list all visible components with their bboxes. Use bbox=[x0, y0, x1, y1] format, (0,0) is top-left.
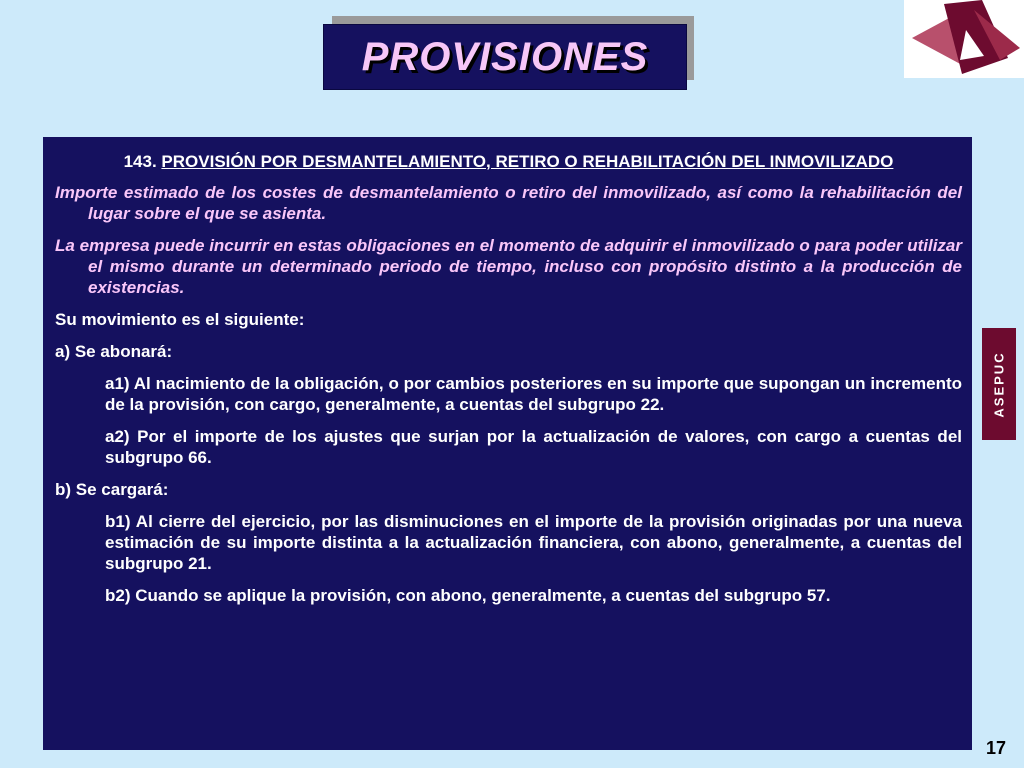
section-number: 143. bbox=[123, 152, 157, 171]
debit-label: b) Se cargará: bbox=[55, 480, 169, 499]
definition-paragraph: Importe estimado de los costes de desmantelamiento o retiro del inmovilizado, así como la rehabilitación del lugar sobre el que se asienta. bbox=[55, 183, 962, 223]
side-label: ASEPUC bbox=[991, 350, 1007, 418]
page-number: 17 bbox=[986, 738, 1007, 758]
asepuc-logo-graphic bbox=[904, 0, 1024, 78]
obligation-paragraph: La empresa puede incurrir en estas obligaciones en el momento de adquirir el inmovilizado o para poder utilizar el mismo durante un determinado periodo de tiempo, incluso con propósito distinto a la producción de existencias. bbox=[55, 236, 962, 297]
side-label-box bbox=[982, 328, 1016, 440]
credit-item-a2: a2) Por el importe de los ajustes que surjan por la actualización de valores, con cargo a cuentas del subgrupo 66. bbox=[105, 427, 962, 467]
content-panel bbox=[43, 137, 972, 750]
credit-label: a) Se abonará: bbox=[55, 342, 173, 361]
section-title: PROVISIÓN POR DESMANTELAMIENTO, RETIRO O REHABILITACIÓN DEL INMOVILIZADO bbox=[161, 152, 894, 171]
title-banner bbox=[323, 24, 687, 90]
movement-intro: Su movimiento es el siguiente: bbox=[55, 310, 305, 329]
page-title: PROVISIONES bbox=[361, 34, 649, 79]
section-heading bbox=[55, 151, 962, 172]
debit-item-b1: b1) Al cierre del ejercicio, por las disminuciones en el importe de la provisión originadas por una nueva estimación de su importe distinta a la actualización financiera, con abono, generalmente, a cuentas del subgrupo 21. bbox=[105, 512, 962, 573]
debit-item-b2: b2) Cuando se aplique la provisión, con abono, generalmente, a cuentas del subgrupo 57. bbox=[105, 586, 831, 605]
credit-item-a1: a1) Al nacimiento de la obligación, o por cambios posteriores en su importe que supongan un incremento de la provisión, con cargo, generalmente, a cuentas del subgrupo 22. bbox=[105, 374, 962, 414]
asepuc-logo bbox=[904, 0, 1024, 78]
